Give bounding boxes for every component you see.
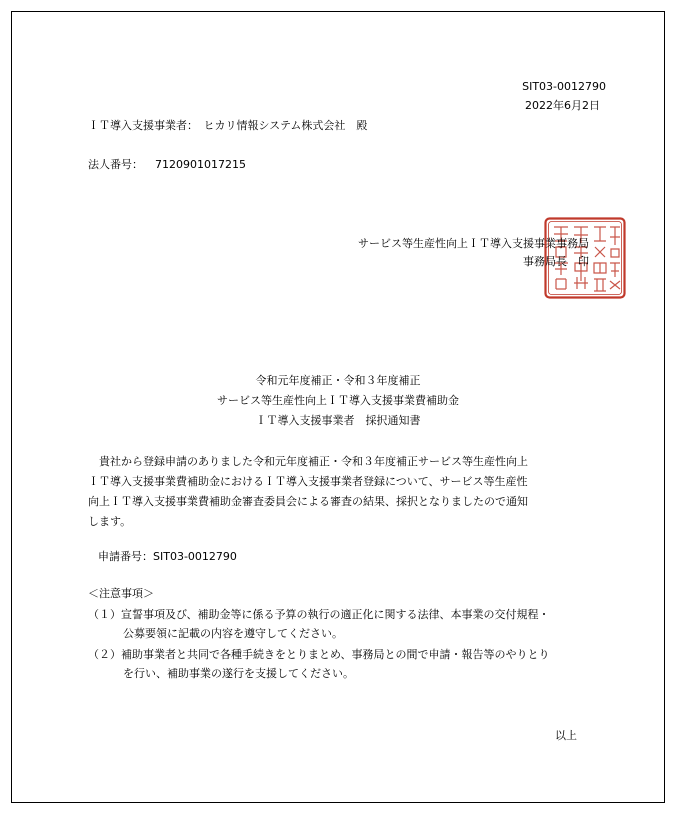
application-number-label: 申請番号： [98, 550, 153, 563]
note-2-line-2: を行い、補助事業の遂行を支援してください。 [123, 667, 354, 680]
title-line-3: ＩＴ導入支援事業者 採択通知書 [255, 414, 421, 427]
body-line: 貴社から登録申請のありました令和元年度補正・令和３年度補正サービス等生産性向上 [88, 455, 528, 468]
body-line: 向上ＩＴ導入支援事業費補助金審査委員会による審査の結果、採択となりましたので通知 [88, 495, 528, 508]
notes-header: ＜注意事項＞ [88, 587, 154, 600]
closing-mark: 以上 [555, 729, 577, 742]
title-line-1: 令和元年度補正・令和３年度補正 [255, 374, 421, 387]
note-2-line-1: （２）補助事業者と共同で各種手続きをとりまとめ、事務局との間で申請・報告等のやりとり [88, 648, 550, 661]
application-number-row [98, 550, 237, 564]
document-page [11, 11, 665, 803]
note-1-line-1: （１）宣誓事項及び、補助金等に係る予算の執行の適正化に関する法律、本事業の交付規程・ [88, 608, 550, 621]
corporate-number-label: 法人番号： [88, 158, 143, 171]
application-number: SIT03-0012790 [153, 550, 237, 563]
title-line-2: サービス等生産性向上ＩＴ導入支援事業費補助金 [217, 394, 459, 407]
body-line: します。 [88, 515, 132, 528]
note-1-line-2: 公募要領に記載の内容を遵守してください。 [123, 627, 343, 640]
addressee: ＩＴ導入支援事業者： ヒカリ情報システム株式会社 殿 [88, 119, 368, 132]
corporate-number: 7120901017215 [155, 158, 246, 171]
document-number: SIT03-0012790 [522, 80, 606, 93]
issuer-name: サービス等生産性向上ＩＴ導入支援事業事務局 [358, 237, 589, 250]
corporate-number-row [88, 158, 246, 172]
body-line: ＩＴ導入支援事業費補助金におけるＩＴ導入支援事業者登録について、サービス等生産性 [88, 475, 528, 488]
issuer-title: 事務局長 印 [523, 255, 589, 268]
body-paragraph [88, 452, 608, 532]
document-date: 2022年6月2日 [525, 99, 600, 112]
